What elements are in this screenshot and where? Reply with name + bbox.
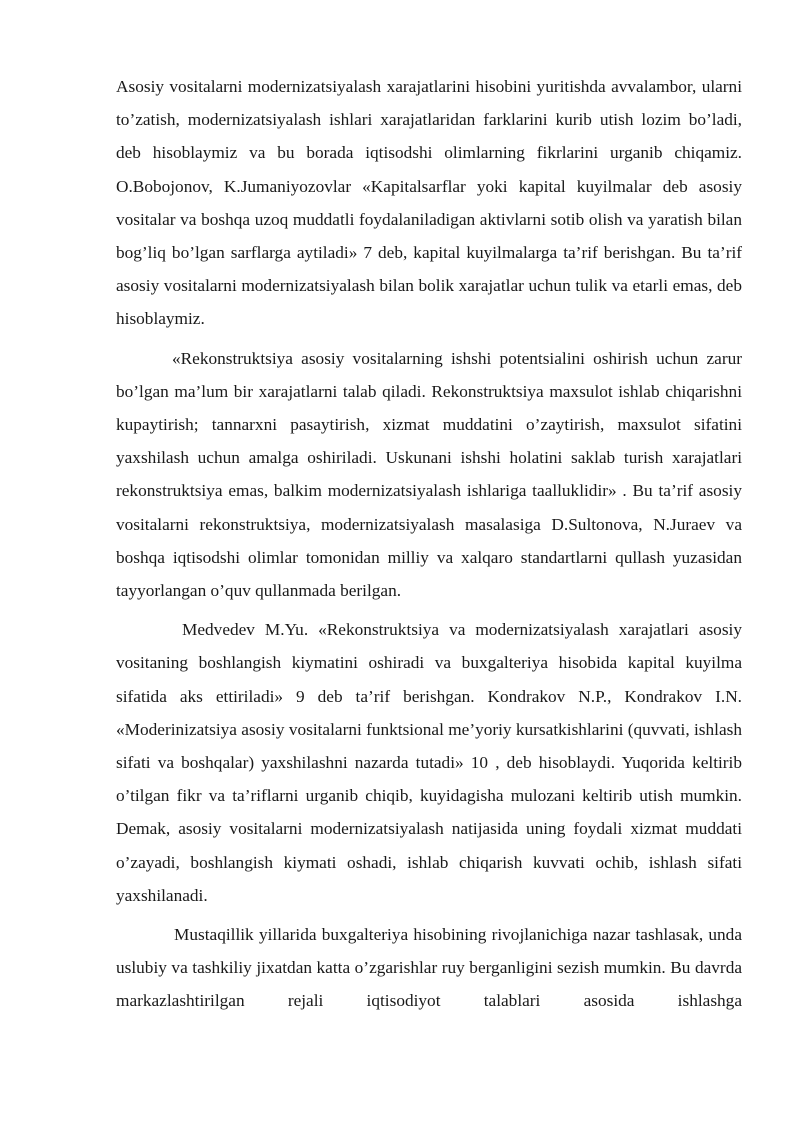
paragraph-3: Medvedev M.Yu. «Rekonstruktsiya va modernizatsiyalash xarajatlari asosiy vositaning boshlangish kiymatini oshiradi va buxgalteriya hisobida kapital kuyilma sifatida aks ettiriladi» 9 deb ta’rif berishgan. Kondrakov N.P., Kondrakov I.N. «Moderinizatsiya asosiy vositalarni funktsional me’yoriy kursatkishlarini (quvvati, ishlash sifati va boshqalar) yaxshilashni nazarda tutadi» 10 , deb hisoblaydi. Yuqorida keltirib o’tilgan fikr va ta’riflarni urganib chiqib, kuyidagisha mulozani keltirib utish mumkin. Demak, asosiy vositalarni modernizatsiyalash natijasida uning foydali xizmat muddati o’zayadi, boshlangish kiymati oshadi, ishlab chiqarish kuvvati ochib, ishlash sifati yaxshilanadi. (116, 620, 742, 905)
paragraph-2: «Rekonstruktsiya asosiy vositalarning ishshi potentsialini oshirish uchun zarur bo’lgan ma’lum bir xarajatlarni talab qiladi. Rekonstruktsiya maxsulot ishlab chiqarishni kupaytirish; tannarxni pasaytirish, xizmat muddatini o’zaytirish, maxsulot sifatini yaxshilash uchun amalga oshiriladi. Uskunani ishshi holatini saklab turish xarajatlari rekonstruktsiya emas, balkim modernizatsiyalash ishlariga taalluklidir» . Bu ta’rif asosiy vositalarni rekonstruktsiya, modernizatsiyalash masalasiga D.Sultonova, N.Juraev va boshqa iqtisodshi olimlar tomonidan milliy va xalqaro standartlarni qullash yuzasidan tayyorlangan o’quv qullanmada berilgan. (116, 348, 742, 601)
paragraph-4: Mustaqillik yillarida buxgalteriya hisobining rivojlanichiga nazar tashlasak, unda uslubiy va tashkiliy jixatdan katta o’zgarishlar ruy berganligini sezish mumkin. Bu davrda markazlashtirilgan rejali iqtisodiyot talablari asosida ishlashga (116, 925, 742, 1011)
paragraph-1: Asosiy vositalarni modernizatsiyalash xarajatlarini hisobini yuritishda avvalambor, ularni to’zatish, modernizatsiyalash ishlari xarajatlaridan farklarini kurib utish lozim bo’ladi, deb hisoblaymiz va bu borada iqtisodshi olimlarning fikrlarini urganib chiqamiz. O.Bobojonov, K.Jumaniyozovlar «Kapitalsarflar yoki kapital kuyilmalar deb asosiy vositalar va boshqa uzoq muddatli foydalaniladigan aktivlarni sotib olish va yaratish bilan bog’liq bo’lgan sarflarga aytiladi» 7 deb, kapital kuyilmalarga ta’rif berishgan. Bu ta’rif asosiy vositalarni modernizatsiyalash bilan bolik xarajatlar uchun tulik va etarli emas, deb hisoblaymiz. (116, 77, 742, 329)
document-body (116, 70, 742, 1018)
